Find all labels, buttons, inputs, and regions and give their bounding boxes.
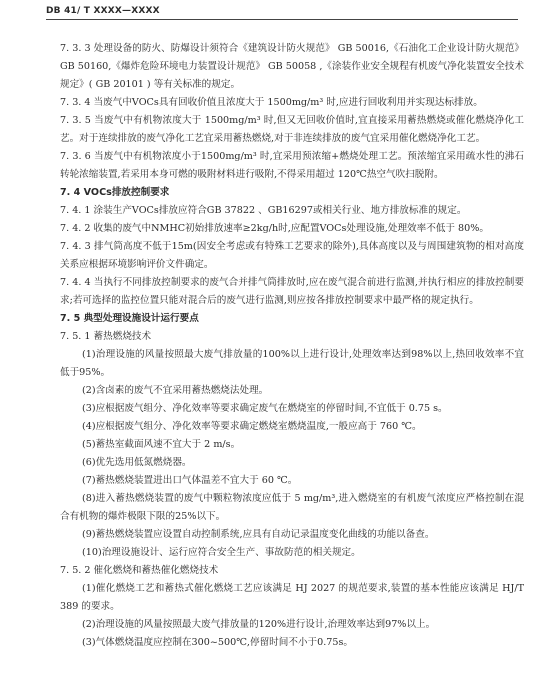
list-item: (5)蓄热室截面风速不宜大于 2 m/s。 xyxy=(82,439,241,450)
clause-paragraph: 7. 4. 3 排气筒高度不低于15m(因安全考虑或有特殊工艺要求的除外),具体高度以及与周围建筑物的相对高度关系应根据环境影响评价文件确定。 xyxy=(60,241,524,270)
clause-paragraph: 7. 4. 2 收集的废气中NMHC初始排放速率≥2kg/h时,应配置VOCs处理设施,处理效率不低于 80%。 xyxy=(60,223,489,234)
list-item: (10)治理设施设计、运行应符合安全生产、事故防范的相关规定。 xyxy=(82,547,361,558)
section-heading: 7. 5 典型处理设施设计运行要点 xyxy=(60,313,199,324)
document-header: DB 41/ T XXXX—XXXX xyxy=(46,6,518,20)
list-item: (7)蓄热燃烧装置进出口气体温差不宜大于 60 ℃。 xyxy=(82,475,298,486)
clause-paragraph: 7. 3. 4 当废气中VOCs具有回收价值且浓度大于 1500mg/m³ 时,应进行回收利用并实现达标排放。 xyxy=(60,97,483,108)
subsection-heading: 7. 5. 2 催化燃烧和蓄热催化燃烧技术 xyxy=(60,565,219,576)
list-item: (3)应根据废气组分、净化效率等要求确定废气在燃烧室的停留时间,不宜低于 0.75 s。 xyxy=(82,403,448,414)
clause-paragraph: 7. 3. 5 当废气中有机物浓度大于 1500mg/m³ 时,但又无回收价值时,宜直接采用蓄热燃烧或催化燃烧净化工艺。对于连续排放的废气净化工艺宜采用蓄热燃烧,对于非连续排放的废气宜采用催化燃烧净化工艺。 xyxy=(60,115,524,144)
list-item: (2)含卤素的废气不宜采用蓄热燃烧法处理。 xyxy=(82,385,269,396)
list-item: (9)蓄热燃烧装置应设置自动控制系统,应具有自动记录温度变化曲线的功能以备查。 xyxy=(82,529,435,540)
subsection-heading: 7. 5. 1 蓄热燃烧技术 xyxy=(60,331,152,342)
document-body xyxy=(60,40,524,652)
list-item: (4)应根据废气组分、净化效率等要求确定燃烧室燃烧温度,一般应高于 760 ℃。 xyxy=(82,421,422,432)
list-item: (1)治理设施的风量按照最大废气排放量的100%以上进行设计,处理效率达到98%以上,热回收效率不宜低于95%。 xyxy=(60,349,524,378)
clause-paragraph: 7. 3. 6 当废气中有机物浓度小于1500mg/m³ 时,宜采用预浓缩+燃烧处理工艺。预浓缩宜采用疏水性的沸石转轮浓缩装置,若采用本身可燃的吸附材料进行吸附,不得采用超过 120℃热空气吹扫脱附。 xyxy=(60,151,524,180)
clause-paragraph: 7. 4. 1 涂装生产VOCs排放应符合GB 37822 、GB16297或相关行业、地方排放标准的规定。 xyxy=(60,205,467,216)
list-item: (3)气体燃烧温度应控制在300~500℃,停留时间不小于0.75s。 xyxy=(82,637,354,648)
list-item: (6)优先选用低氮燃烧器。 xyxy=(82,457,192,468)
list-item: (1)催化燃烧工艺和蓄热式催化燃烧工艺应该满足 HJ 2027 的规范要求,装置的基本性能应该满足 HJ/T 389 的要求。 xyxy=(60,583,524,612)
clause-paragraph: 7. 3. 3 处理设备的防火、防爆设计须符合《建筑设计防火规范》 GB 50016,《石油化工企业设计防火规范》 GB 50160,《爆炸危险环境电力装置设计规范》 GB 50058 ,《涂装作业安全规程有机废气净化装置安全技术规定》( GB 20101 ) 等有关标准的规定。 xyxy=(60,43,524,90)
clause-paragraph: 7. 4. 4 当执行不同排放控制要求的废气合并排气筒排放时,应在废气混合前进行监测,并执行相应的排放控制要求;若可选择的监控位置只能对混合后的废气进行监测,则应按各排放控制要求中最严格的规定执行。 xyxy=(60,277,524,306)
section-heading: 7. 4 VOCs排放控制要求 xyxy=(60,187,170,198)
list-item: (8)进入蓄热燃烧装置的废气中颗粒物浓度应低于 5 mg/m³,进入燃烧室的有机废气浓度应严格控制在混合有机物的爆炸极限下限的25%以下。 xyxy=(60,493,524,522)
list-item: (2)治理设施的风量按照最大废气排放量的120%进行设计,治理效率达到97%以上。 xyxy=(82,619,436,630)
